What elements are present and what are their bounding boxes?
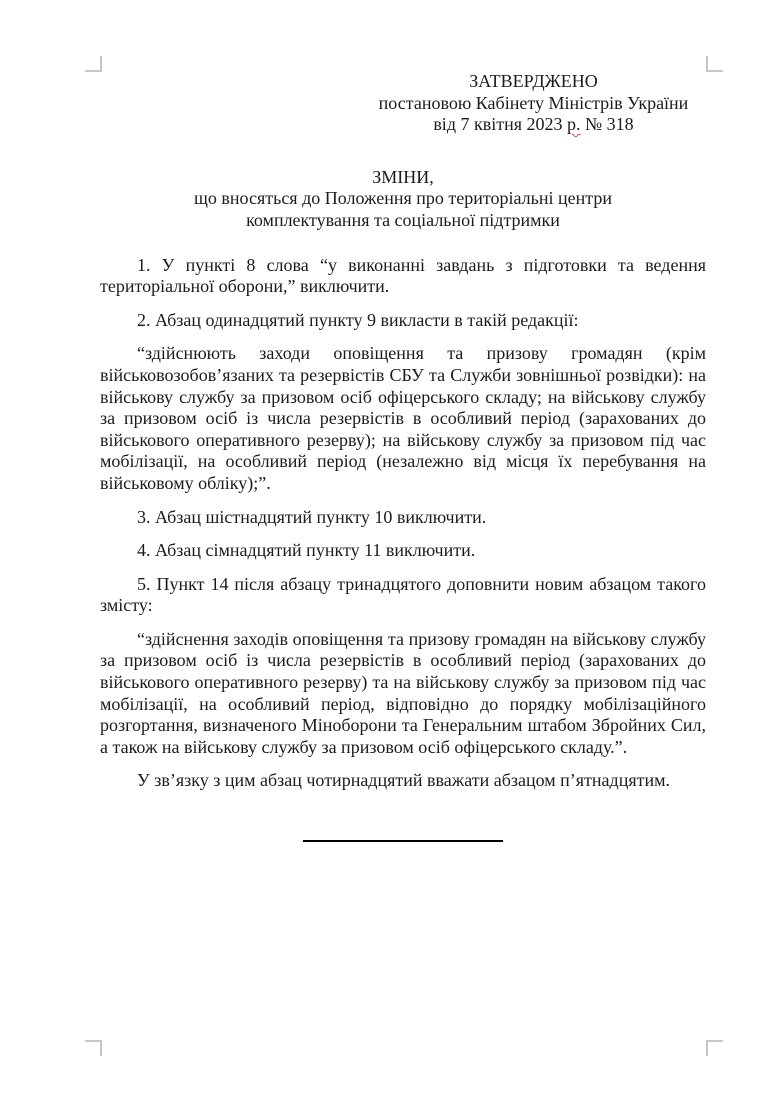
document-content — [100, 0, 706, 842]
title-subtitle-line2: комплектування та соціальної підтримки — [246, 209, 560, 230]
approval-line-date-number — [361, 114, 706, 136]
spellcheck-flagged-word: р. — [567, 114, 581, 135]
approval-line-authority: постановою Кабінету Міністрів України — [378, 92, 689, 113]
paragraph-6: 5. Пункт 14 після абзацу тринадцятого доповнити новим абзацом такого змісту: — [100, 573, 706, 616]
paragraph-2: 2. Абзац одинадцятий пункту 9 викласти в такій редакції: — [137, 309, 579, 330]
title-subtitle-line1: що вносяться до Положення про територіальні центри — [194, 188, 612, 209]
text-boundary-mark-top-right — [706, 56, 723, 72]
paragraph-1: 1. У пункті 8 слова “у виконанні завдань з підготовки та ведення територіальної оборони,” виключити. — [100, 254, 706, 297]
paragraph-7-quoted-text: “здійснення заходів оповіщення та призову громадян на військову службу за призовом осіб із числа резервістів в особливий період (зарахованих до військового оперативного резерву) та на військову службу за призовом під час мобілізації, на особливий період, відповідно до порядку мобілізаційного розгортання, визначеного Міноборони та Генеральним штабом Збройних Сил, а також на військову службу за призовом осіб офіцерського складу.”. — [100, 628, 706, 757]
approval-line-approved: ЗАТВЕРДЖЕНО — [469, 71, 598, 91]
end-separator-line — [303, 840, 503, 842]
title-word-changes: ЗМІНИ, — [372, 166, 434, 187]
text-boundary-mark-bottom-right — [706, 1040, 723, 1056]
paragraph-3-quoted-text: “здійснюють заходи оповіщення та призову громадян (крім військовозобов’язаних та резервістів СБУ та Служби зовнішньої розвідки): на військову службу за призовом осіб офіцерського складу; на військову службу за призовом осіб із числа резервістів в особливий період (зарахованих до військового оперативного резерву); на військову службу за призовом під час мобілізації, на особливий період (незалежно від місця їх перебування на військовому обліку);”. — [100, 343, 706, 493]
document-title — [100, 167, 706, 232]
approval-number-text: № 318 — [580, 114, 634, 135]
approval-block — [361, 71, 706, 136]
paragraph-4: 3. Абзац шістнадцятий пункту 10 виключити. — [137, 506, 487, 527]
paragraph-8: У зв’язку з цим абзац чотирнадцятий вважати абзацом п’ятнадцятим. — [137, 770, 671, 791]
approval-date-text: від 7 квітня 2023 — [433, 114, 567, 135]
text-boundary-mark-bottom-left — [85, 1040, 102, 1056]
paragraph-5: 4. Абзац сімнадцятий пункту 11 виключити. — [137, 540, 476, 561]
